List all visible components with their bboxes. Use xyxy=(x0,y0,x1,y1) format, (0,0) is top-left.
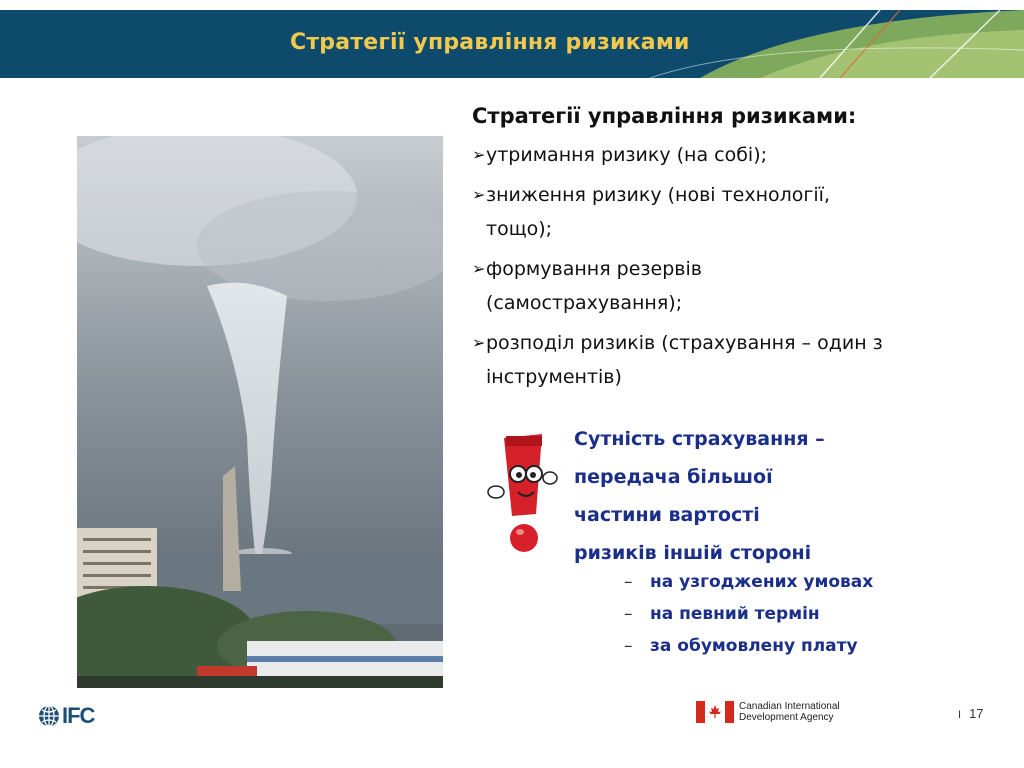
cida-logo xyxy=(696,701,840,723)
bullet-reduction xyxy=(472,178,992,246)
bullet-text-cont: тощо); xyxy=(486,218,553,240)
page-number xyxy=(958,706,984,721)
bullet-text-cont: (самострахування); xyxy=(486,292,683,314)
header-banner xyxy=(0,10,1024,78)
ifc-logo-text: IFC xyxy=(62,703,95,728)
cida-line: Development Agency xyxy=(739,712,834,723)
dash-bullet: – xyxy=(624,604,633,624)
bullet-text: утримання ризику (на собі); xyxy=(486,144,768,166)
list-item-text: на узгоджених умовах xyxy=(650,572,874,592)
cida-text xyxy=(739,701,840,723)
highlight-line: ризиків іншій стороні xyxy=(574,542,812,564)
exclamation-mascot-icon xyxy=(484,430,562,558)
page-separator: I xyxy=(958,709,962,721)
arrow-bullet-icon: ➢ xyxy=(472,185,486,204)
arrow-bullet-icon: ➢ xyxy=(472,259,486,278)
list-item xyxy=(624,598,873,630)
list-item xyxy=(624,630,873,662)
insurance-conditions-list xyxy=(624,566,873,662)
arrow-bullet-icon: ➢ xyxy=(472,145,486,164)
list-item xyxy=(624,566,873,598)
cida-line: Canadian International xyxy=(739,701,840,712)
slide-title: Стратегії управління ризиками xyxy=(290,30,690,55)
bullet-distribution xyxy=(472,326,992,394)
bullet-text: формування резервів xyxy=(486,258,702,280)
highlight-line: частини вартості xyxy=(574,504,760,526)
bullet-reserves xyxy=(472,252,992,320)
tornado-photo xyxy=(77,136,443,688)
bullet-retention xyxy=(472,138,992,172)
insurance-essence-text xyxy=(574,420,894,572)
bullet-text: розподіл ризиків (страхування – один з xyxy=(486,332,883,354)
canada-flag-icon xyxy=(696,701,734,723)
dash-bullet: – xyxy=(624,572,633,592)
list-item-text: за обумовлену плату xyxy=(650,636,858,656)
arrow-bullet-icon: ➢ xyxy=(472,333,486,352)
globe-icon xyxy=(38,705,60,727)
strategies-content xyxy=(472,104,992,400)
page-number-value: 17 xyxy=(969,706,984,721)
list-item-text: на певний термін xyxy=(650,604,820,624)
highlight-line: Сутність страхування – xyxy=(574,428,825,450)
highlight-line: передача більшої xyxy=(574,466,773,488)
dash-bullet: – xyxy=(624,636,633,656)
bullet-text: зниження ризику (нові технології, xyxy=(486,184,830,206)
bullet-text-cont: інструментів) xyxy=(486,366,622,388)
ifc-logo xyxy=(38,703,94,729)
strategies-heading: Стратегії управління ризиками: xyxy=(472,104,857,128)
